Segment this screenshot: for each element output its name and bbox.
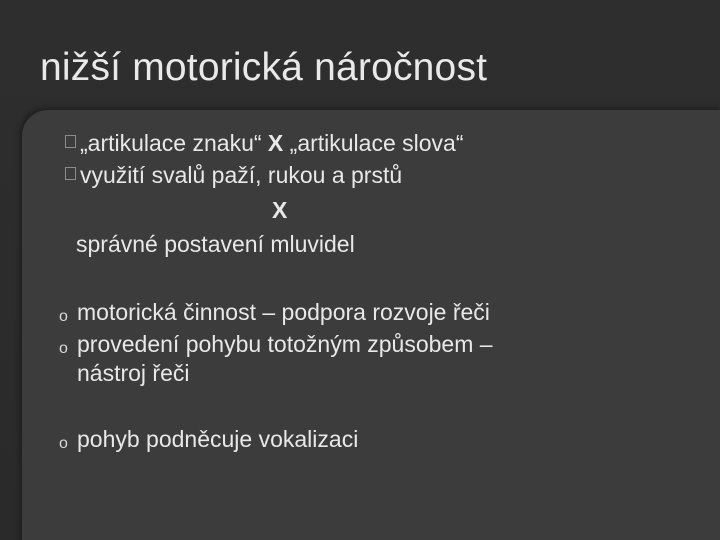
circle-bullet-icon: o: [59, 435, 68, 452]
comparison-x: X: [267, 130, 284, 156]
circle-bullet-icon: o: [59, 308, 68, 325]
comparison-line: [80, 132, 464, 155]
center-x: X: [272, 197, 288, 223]
square-bullet-icon: [65, 135, 76, 148]
comparison-right: „artikulace slova“: [289, 130, 464, 156]
circle-bullet-icon: o: [59, 340, 68, 357]
bullet-text-continuation: správné postavení mluvidel: [76, 231, 355, 257]
slide-title: nižší motorická náročnost: [40, 46, 488, 89]
comparison-left: „artikulace znaku“: [80, 130, 262, 156]
bullet-text-continuation: nástroj řeči: [77, 360, 190, 386]
bullet-text: motorická činnost – podpora rozvoje řeči: [77, 299, 490, 325]
bullet-text: využití svalů paží, rukou a prstů: [80, 162, 403, 188]
bullet-text: pohyb podněcuje vokalizaci: [77, 426, 359, 452]
square-bullet-icon: [65, 167, 76, 180]
bullet-text: provedení pohybu totožným způsobem –: [77, 331, 493, 357]
